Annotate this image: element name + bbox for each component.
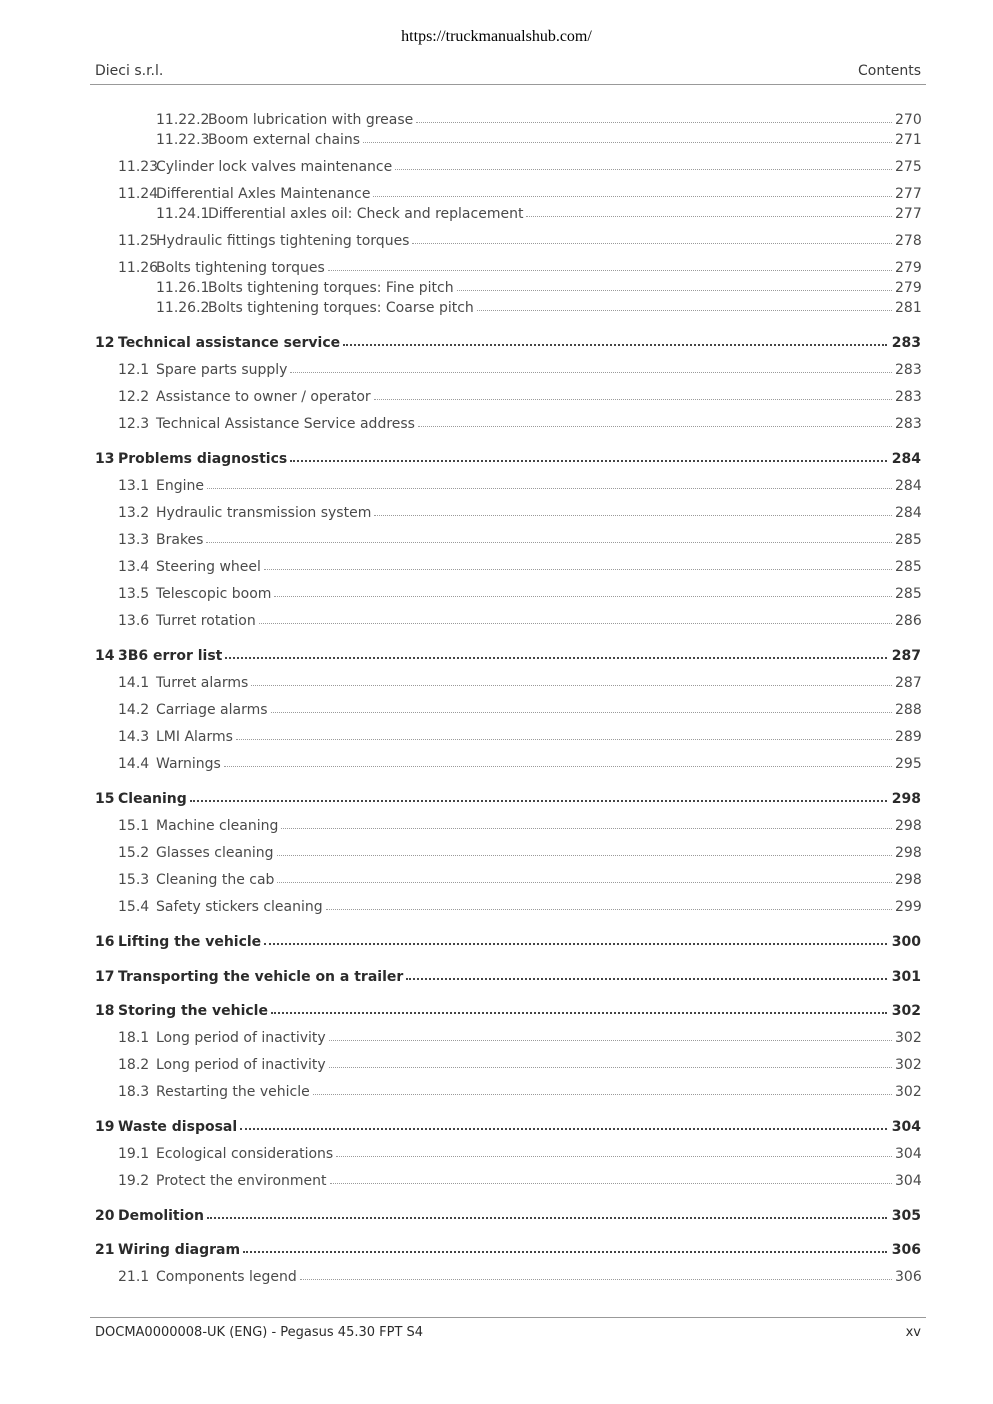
toc-entry-page: 298	[891, 791, 921, 807]
toc-entry[interactable]	[0, 727, 993, 747]
toc-entry-page: 295	[895, 756, 922, 772]
toc-entry-page: 298	[895, 845, 922, 861]
toc-entry[interactable]	[0, 360, 993, 380]
toc-entry[interactable]	[0, 557, 993, 577]
toc-dot-leader	[326, 897, 892, 911]
toc-entry-title: Wiring diagram	[118, 1242, 241, 1258]
toc-entry-number: 18.2	[118, 1057, 150, 1073]
toc-entry[interactable]	[0, 816, 993, 836]
toc-entry-number: 11.24.1	[156, 206, 210, 222]
toc-dot-leader	[206, 530, 892, 544]
toc-entry-number: 13.4	[118, 559, 150, 575]
toc-entry-number: 15.3	[118, 872, 150, 888]
toc-dot-leader	[224, 754, 892, 768]
toc-dot-leader	[271, 700, 892, 714]
toc-dot-leader	[259, 611, 892, 625]
toc-entry[interactable]	[0, 789, 993, 809]
toc-entry-number: 11.23	[118, 159, 159, 175]
toc-entry-number: 11.26.2	[156, 300, 210, 316]
toc-dot-leader	[418, 414, 892, 428]
toc-dot-leader	[207, 476, 892, 490]
toc-entry[interactable]	[0, 157, 993, 177]
toc-entry-title: Long period of inactivity	[156, 1030, 326, 1046]
toc-entry[interactable]	[0, 1117, 993, 1137]
toc-entry[interactable]	[0, 387, 993, 407]
toc-entry-title: Waste disposal	[118, 1119, 238, 1135]
toc-dot-leader	[336, 1144, 892, 1158]
toc-entry-title: Differential Axles Maintenance	[156, 186, 371, 202]
toc-entry[interactable]	[0, 298, 993, 318]
toc-entry[interactable]	[0, 932, 993, 952]
toc-entry-number: 18	[95, 1003, 115, 1019]
toc-entry-title: Protect the environment	[156, 1173, 327, 1189]
toc-entry-page: 283	[895, 389, 922, 405]
toc-entry-page: 271	[895, 132, 922, 148]
toc-entry[interactable]	[0, 584, 993, 604]
toc-entry-page: 288	[895, 702, 922, 718]
toc-entry-page: 277	[895, 186, 922, 202]
toc-dot-leader	[207, 1206, 887, 1220]
toc-dot-leader	[274, 584, 892, 598]
toc-entry[interactable]	[0, 1028, 993, 1048]
toc-entry-number: 21	[95, 1242, 115, 1258]
toc-dot-leader	[457, 278, 892, 292]
toc-entry-title: Differential axles oil: Check and replacement	[208, 206, 524, 222]
toc-entry-title: Cylinder lock valves maintenance	[156, 159, 393, 175]
toc-entry-number: 11.22.3	[156, 132, 210, 148]
toc-entry-page: 285	[895, 586, 922, 602]
toc-dot-leader	[225, 646, 887, 660]
toc-dot-leader	[243, 1240, 887, 1254]
toc-entry-page: 289	[895, 729, 922, 745]
toc-entry-title: Machine cleaning	[156, 818, 279, 834]
toc-dot-leader	[328, 258, 892, 272]
toc-entry-number: 21.1	[118, 1269, 150, 1285]
toc-entry-page: 284	[895, 505, 922, 521]
toc-entry-number: 16	[95, 934, 115, 950]
toc-entry-number: 15.4	[118, 899, 150, 915]
toc-entry-title: Telescopic boom	[156, 586, 272, 602]
toc-entry-title: Restarting the vehicle	[156, 1084, 310, 1100]
toc-entry-title: Carriage alarms	[156, 702, 268, 718]
toc-entry-number: 12.1	[118, 362, 150, 378]
toc-entry-page: 298	[895, 872, 922, 888]
toc-entry-title: Turret rotation	[156, 613, 256, 629]
toc-entry-title: Spare parts supply	[156, 362, 288, 378]
toc-entry-number: 18.3	[118, 1084, 150, 1100]
toc-entry-page: 299	[895, 899, 922, 915]
toc-entry-title: Hydraulic fittings tightening torques	[156, 233, 410, 249]
toc-entry[interactable]	[0, 1206, 993, 1226]
toc-entry[interactable]	[0, 414, 993, 434]
toc-dot-leader	[329, 1055, 892, 1069]
toc-dot-leader	[264, 932, 887, 946]
toc-dot-leader	[277, 870, 892, 884]
toc-entry-title: Technical Assistance Service address	[156, 416, 415, 432]
toc-dot-leader	[374, 387, 892, 401]
toc-dot-leader	[526, 204, 892, 218]
toc-entry-title: Assistance to owner / operator	[156, 389, 371, 405]
toc-entry-number: 15	[95, 791, 115, 807]
toc-entry[interactable]	[0, 503, 993, 523]
toc-entry-page: 301	[891, 969, 921, 985]
toc-entry-page: 304	[895, 1173, 922, 1189]
toc-entry[interactable]	[0, 449, 993, 469]
toc-entry-page: 302	[891, 1003, 921, 1019]
toc-dot-leader	[190, 789, 887, 803]
toc-entry-number: 18.1	[118, 1030, 150, 1046]
toc-entry[interactable]	[0, 1240, 993, 1260]
toc-entry-title: Bolts tightening torques: Coarse pitch	[208, 300, 474, 316]
header-section: Contents	[858, 63, 921, 79]
toc-entry-title: Storing the vehicle	[118, 1003, 268, 1019]
toc-entry-page: 305	[891, 1208, 921, 1224]
toc-entry[interactable]	[0, 1267, 993, 1287]
toc-entry-page: 284	[895, 478, 922, 494]
toc-entry-number: 19.1	[118, 1146, 150, 1162]
toc-entry-number: 13.6	[118, 613, 150, 629]
toc-entry[interactable]	[0, 754, 993, 774]
toc-entry[interactable]	[0, 1171, 993, 1191]
toc-entry-title: Boom external chains	[208, 132, 361, 148]
toc-entry-number: 13.3	[118, 532, 150, 548]
toc-dot-leader	[343, 333, 887, 347]
toc-entry[interactable]	[0, 333, 993, 353]
toc-entry-number: 14	[95, 648, 115, 664]
toc-dot-leader	[477, 298, 892, 312]
toc-entry-page: 287	[895, 675, 922, 691]
toc-entry-page: 281	[895, 300, 922, 316]
toc-entry-title: Ecological considerations	[156, 1146, 334, 1162]
toc-entry-page: 277	[895, 206, 922, 222]
toc-entry-number: 13.1	[118, 478, 150, 494]
toc-dot-leader	[416, 110, 892, 124]
toc-entry-title: Transporting the vehicle on a trailer	[118, 969, 404, 985]
toc-entry-number: 11.26.1	[156, 280, 210, 296]
header-divider	[90, 84, 926, 85]
toc-entry-title: Turret alarms	[156, 675, 249, 691]
toc-entry-title: Bolts tightening torques: Fine pitch	[208, 280, 454, 296]
toc-entry-title: Long period of inactivity	[156, 1057, 326, 1073]
toc-entry-page: 287	[891, 648, 921, 664]
toc-entry-page: 278	[895, 233, 922, 249]
toc-entry-number: 11.26	[118, 260, 159, 276]
toc-entry[interactable]	[0, 110, 993, 130]
toc-entry-number: 19	[95, 1119, 115, 1135]
toc-entry-page: 302	[895, 1030, 922, 1046]
toc-entry[interactable]	[0, 530, 993, 550]
toc-entry-title: Lifting the vehicle	[118, 934, 262, 950]
footer-doc-id: DOCMA0000008-UK (ENG) - Pegasus 45.30 FPT S4	[95, 1325, 424, 1340]
toc-entry-title: Boom lubrication with grease	[208, 112, 414, 128]
toc-dot-leader	[363, 130, 892, 144]
toc-dot-leader	[251, 673, 892, 687]
toc-dot-leader	[373, 184, 892, 198]
toc-entry-title: Glasses cleaning	[156, 845, 274, 861]
toc-entry-number: 13	[95, 451, 115, 467]
toc-entry-number: 14.1	[118, 675, 150, 691]
toc-dot-leader	[412, 231, 892, 245]
toc-dot-leader	[330, 1171, 892, 1185]
toc-entry[interactable]	[0, 476, 993, 496]
toc-entry-page: 285	[895, 532, 922, 548]
toc-dot-leader	[281, 816, 892, 830]
toc-entry-page: 304	[891, 1119, 921, 1135]
toc-entry-title: Cleaning the cab	[156, 872, 275, 888]
toc-entry[interactable]	[0, 204, 993, 224]
toc-entry-title: 3B6 error list	[118, 648, 223, 664]
toc-dot-leader	[300, 1267, 892, 1281]
toc-entry-page: 285	[895, 559, 922, 575]
toc-dot-leader	[313, 1082, 892, 1096]
toc-entry-page: 284	[891, 451, 921, 467]
toc-entry-page: 283	[895, 416, 922, 432]
toc-entry-title: Hydraulic transmission system	[156, 505, 372, 521]
toc-entry-number: 12.2	[118, 389, 150, 405]
toc-entry-number: 12.3	[118, 416, 150, 432]
toc-entry-number: 14.3	[118, 729, 150, 745]
toc-entry-title: Safety stickers cleaning	[156, 899, 323, 915]
toc-dot-leader	[264, 557, 892, 571]
toc-entry-number: 17	[95, 969, 115, 985]
toc-entry-number: 12	[95, 335, 115, 351]
toc-entry[interactable]	[0, 967, 993, 987]
toc-entry-page: 279	[895, 280, 922, 296]
toc-entry-title: Bolts tightening torques	[156, 260, 325, 276]
toc-entry[interactable]	[0, 130, 993, 150]
toc-entry[interactable]	[0, 870, 993, 890]
toc-entry-number: 19.2	[118, 1173, 150, 1189]
toc-entry-title: Steering wheel	[156, 559, 261, 575]
watermark-url[interactable]: https://truckmanualshub.com/	[401, 28, 592, 45]
footer-divider	[90, 1317, 926, 1318]
toc-entry-title: Warnings	[156, 756, 221, 772]
toc-entry-number: 14.2	[118, 702, 150, 718]
toc-entry[interactable]	[0, 184, 993, 204]
toc-dot-leader	[374, 503, 892, 517]
toc-entry[interactable]	[0, 1001, 993, 1021]
toc-entry[interactable]	[0, 897, 993, 917]
toc-entry-number: 11.24	[118, 186, 159, 202]
toc-dot-leader	[329, 1028, 892, 1042]
toc-entry-page: 306	[895, 1269, 922, 1285]
toc-entry-page: 279	[895, 260, 922, 276]
toc-entry[interactable]	[0, 673, 993, 693]
toc-entry[interactable]	[0, 258, 993, 278]
footer-page-number: xv	[905, 1325, 921, 1340]
toc-entry[interactable]	[0, 278, 993, 298]
toc-entry-number: 11.22.2	[156, 112, 210, 128]
toc-entry-number: 15.2	[118, 845, 150, 861]
toc-entry[interactable]	[0, 700, 993, 720]
toc-entry[interactable]	[0, 1055, 993, 1075]
toc-dot-leader	[290, 449, 887, 463]
toc-entry-page: 306	[891, 1242, 921, 1258]
toc-entry-number: 13.5	[118, 586, 150, 602]
toc-entry[interactable]	[0, 646, 993, 666]
toc-entry-page: 304	[895, 1146, 922, 1162]
toc-entry-title: Problems diagnostics	[118, 451, 288, 467]
toc-entry-number: 15.1	[118, 818, 150, 834]
toc-dot-leader	[277, 843, 892, 857]
toc-entry[interactable]	[0, 1144, 993, 1164]
toc-entry-title: Components legend	[156, 1269, 297, 1285]
toc-entry-number: 20	[95, 1208, 115, 1224]
toc-entry[interactable]	[0, 843, 993, 863]
toc-dot-leader	[271, 1001, 887, 1015]
toc-dot-leader	[236, 727, 892, 741]
toc-entry-page: 302	[895, 1084, 922, 1100]
toc-entry[interactable]	[0, 1082, 993, 1102]
toc-entry-page: 300	[891, 934, 921, 950]
toc-dot-leader	[290, 360, 892, 374]
toc-dot-leader	[406, 967, 887, 981]
toc-entry-number: 13.2	[118, 505, 150, 521]
toc-entry-title: Technical assistance service	[118, 335, 341, 351]
toc-dot-leader	[395, 157, 892, 171]
toc-entry-page: 270	[895, 112, 922, 128]
toc-entry-number: 11.25	[118, 233, 159, 249]
toc-entry[interactable]	[0, 231, 993, 251]
toc-entry-page: 286	[895, 613, 922, 629]
toc-entry-title: Cleaning	[118, 791, 187, 807]
toc-entry-page: 283	[895, 362, 922, 378]
toc-entry-title: Brakes	[156, 532, 204, 548]
toc-entry-page: 275	[895, 159, 922, 175]
toc-entry-title: Engine	[156, 478, 204, 494]
toc-entry-title: LMI Alarms	[156, 729, 233, 745]
header-company: Dieci s.r.l.	[95, 63, 164, 79]
toc-entry-page: 298	[895, 818, 922, 834]
toc-entry-page: 283	[891, 335, 921, 351]
toc-entry-number: 14.4	[118, 756, 150, 772]
toc-entry[interactable]	[0, 611, 993, 631]
toc-entry-title: Demolition	[118, 1208, 204, 1224]
toc-dot-leader	[240, 1117, 887, 1131]
toc-entry-page: 302	[895, 1057, 922, 1073]
